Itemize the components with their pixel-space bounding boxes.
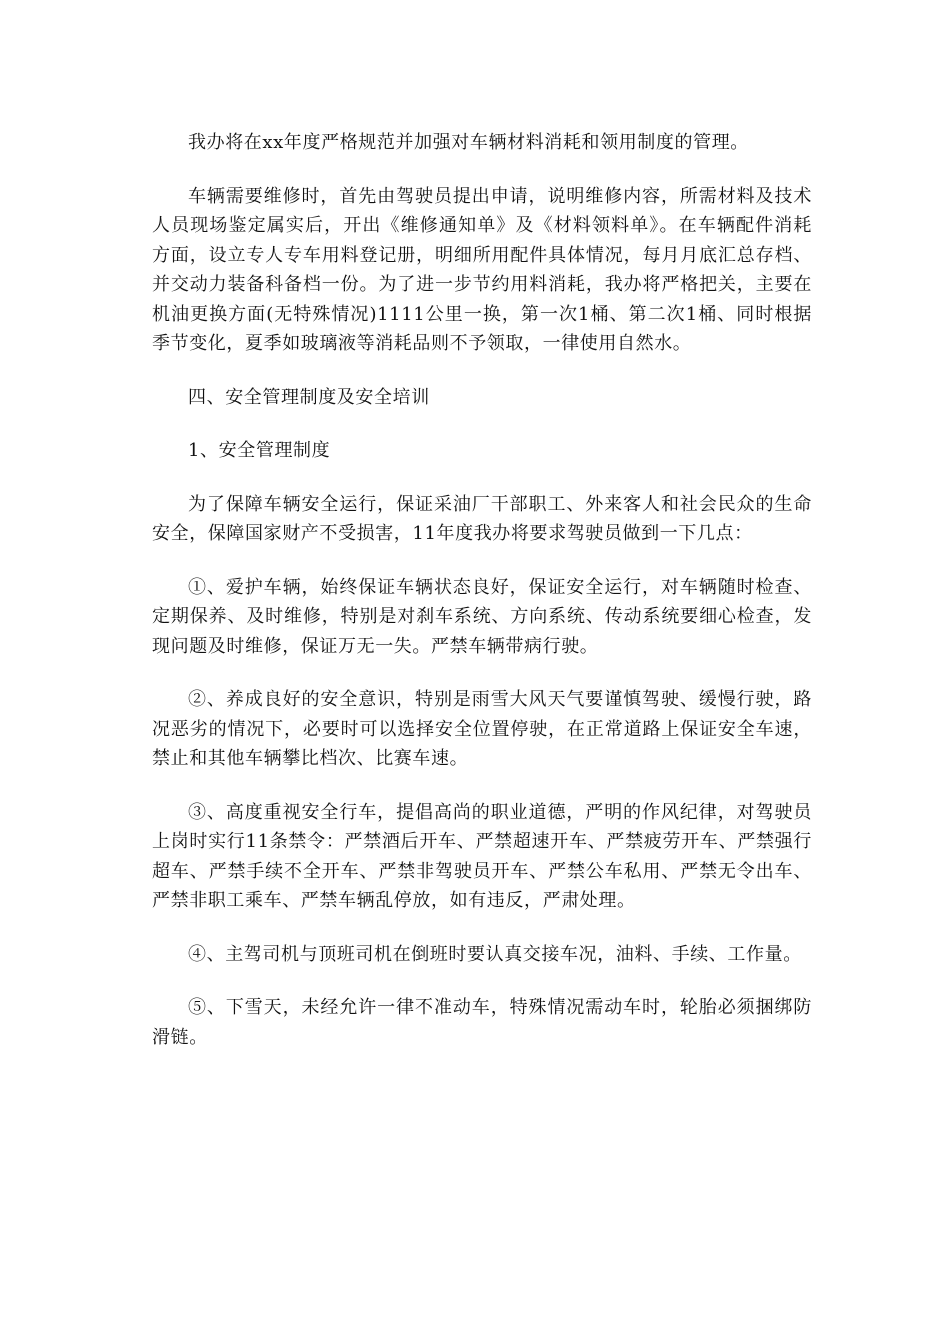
list-item-2: ②、养成良好的安全意识，特别是雨雪大风天气要谨慎驾驶、缓慢行驶，路况恶劣的情况下，必要时可以选择安全位置停驶，在正常道路上保证安全车速，禁止和其他车辆攀比档次、比赛车速。 bbox=[152, 689, 812, 769]
paragraph-vehicle-maintenance: 车辆需要维修时，首先由驾驶员提出申请，说明维修内容，所需材料及技术人员现场鉴定属实后，开出《维修通知单》及《材料领料单》。在车辆配件消耗方面，设立专人专车用料登记册，明细所用配件具体情况，每月月底汇总存档、并交动力装备科备档一份。为了进一步节约用料消耗，我办将严格把关，主要在机油更换方面(无特殊情况)1111公里一换，第一次1桶、第二次1桶、同时根据季节变化，夏季如玻璃液等消耗品则不予领取，一律使用自然水。 bbox=[152, 185, 812, 354]
paragraph-material-management: 我办将在xx年度严格规范并加强对车辆材料消耗和领用制度的管理。 bbox=[188, 132, 749, 153]
list-item-3: ③、高度重视安全行车，提倡高尚的职业道德，严明的作风纪律，对驾驶员上岗时实行11条禁令：严禁酒后开车、严禁超速开车、严禁疲劳开车、严禁强行超车、严禁手续不全开车、严禁非驾驶员开车、严禁公车私用、严禁无令出车、严禁非职工乘车、严禁车辆乱停放，如有违反，严肃处理。 bbox=[152, 801, 812, 911]
list-item-1: ①、爱护车辆，始终保证车辆状态良好，保证安全运行，对车辆随时检查、定期保养、及时维修，特别是对刹车系统、方向系统、传动系统要细心检查，发现问题及时维修，保证万无一失。严禁车辆带病行驶。 bbox=[152, 576, 812, 657]
subsection-heading-safety-rules: 1、安全管理制度 bbox=[188, 440, 331, 461]
list-item-5: ⑤、下雪天，未经允许一律不准动车，特殊情况需动车时，轮胎必须捆绑防滑链。 bbox=[152, 997, 812, 1048]
paragraph-safety-intro: 为了保障车辆安全运行，保证采油厂干部职工、外来客人和社会民众的生命安全，保障国家财产不受损害，11年度我办将要求驾驶员做到一下几点： bbox=[152, 493, 812, 544]
section-heading-safety: 四、安全管理制度及安全培训 bbox=[188, 386, 430, 408]
list-item-4: ④、主驾司机与顶班司机在倒班时要认真交接车况，油料、手续、工作量。 bbox=[188, 943, 802, 965]
document-body bbox=[152, 128, 812, 1076]
